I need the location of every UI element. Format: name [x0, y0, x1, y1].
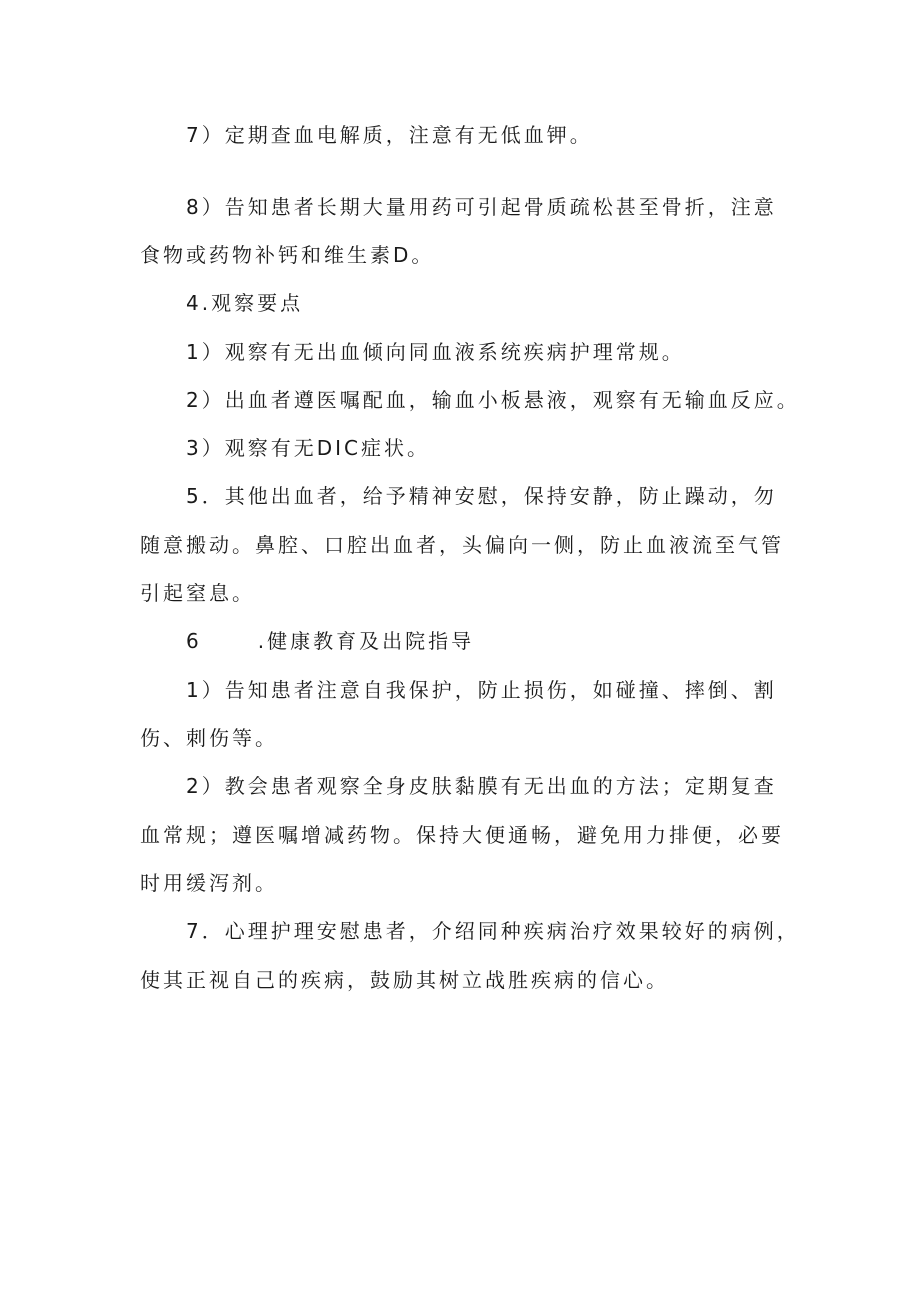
- list-item: 2）教会患者观察全身皮肤黏膜有无出血的方法；定期复查: [186, 774, 777, 798]
- list-item-continuation: 血常规；遵医嘱增减药物。保持大便通畅，避免用力排便，必要: [140, 823, 784, 847]
- paragraph-continuation: 引起窒息。: [140, 581, 255, 605]
- list-item-continuation: 伤、刺伤等。: [140, 726, 278, 750]
- list-item: 1）观察有无出血倾向同血液系统疾病护理常规。: [186, 340, 685, 364]
- list-item: 2）出血者遵医嘱配血，输血小板悬液，观察有无输血反应。: [186, 388, 800, 412]
- paragraph: 5．其他出血者，给予精神安慰，保持安静，防止躁动，勿: [186, 484, 777, 508]
- list-item: 3）观察有无DIC症状。: [186, 436, 430, 460]
- section-number: 6: [186, 629, 202, 653]
- paragraph-continuation: 使其正视自己的疾病，鼓励其树立战胜疾病的信心。: [140, 968, 669, 992]
- section-title: .健康教育及出院指导: [257, 629, 475, 653]
- section-heading: 4.观察要点: [186, 291, 304, 315]
- section-heading: [186, 627, 836, 655]
- list-item: 8）告知患者长期大量用药可引起骨质疏松甚至骨折，注意: [186, 195, 777, 219]
- list-item-continuation: 时用缓泻剂。: [140, 871, 278, 895]
- paragraph: 7．心理护理安慰患者，介绍同种疾病治疗效果较好的病例，: [186, 919, 800, 943]
- list-item-continuation: 食物或药物补钙和维生素D。: [140, 243, 435, 267]
- paragraph-continuation: 随意搬动。鼻腔、口腔出血者，头偏向一侧，防止血液流至气管: [140, 533, 784, 557]
- list-item: 7）定期查血电解质，注意有无低血钾。: [186, 123, 593, 147]
- list-item: 1）告知患者注意自我保护，防止损伤，如碰撞、摔倒、割: [186, 678, 777, 702]
